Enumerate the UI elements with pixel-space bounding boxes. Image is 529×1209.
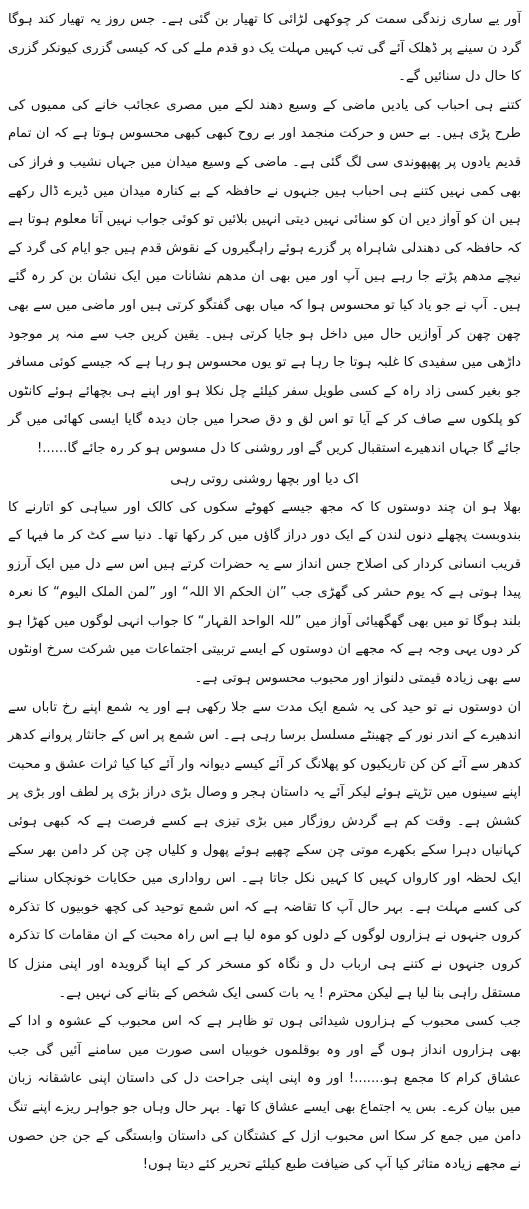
paragraph-2: کتنے ہی احباب کی یادیں ماضی کے وسیع دھند لکے میں مصری عجائب خانے کی ممیوں کی طرح پڑی ہیں۔ بے حس و حرکت منجمد اور بے روح کبھی کبھی محسوس ہوتا ہے کہ ان تمام قدیم یادوں پر پھپھوندی سی لگ گئی ہے۔ ماضی کے وسیع میدان میں جہاں نشیب و فراز کی بھی کمی نہیں کتنے ہی احباب ہیں جنہوں نے حافظہ کے بے کنارہ میدان میں ڈیرے ڈال رکھے ہیں ان کو آواز دیں ان کو سنائی نہیں دیتی انہیں بلائیں تو کوئی جواب نہیں آتا معلوم ہوتا ہے کہ حافظہ کی دھندلی شاہراہ پر گزرے ہوئے راہگیروں کے نقوش قدم ہیں جو ایام کی گرد کے نیچے مدھم پڑتے جا رہے ہیں آپ اور میں بھی ان مدھم نشانات میں ایک نشان بن کر رہ گئے ہیں۔ آپ نے جو یاد کیا تو محسوس ہوا کہ میاں بھی گفتگو کرتی ہیں اور ماضی میں سے بھی چھن چھن کر آوازیں حال میں داخل ہو جایا کرتی ہیں۔ یقین کریں جب سے منہ پر موجود داڑھی میں سفیدی کا غلبہ ہوتا جا رہا ہے تو یوں محسوس ہو رہا ہے کہ جیسے کوئی مسافر جو بغیر کسی زاد راہ کے کسی طویل سفر کیلئے چل نکلا ہو اور اپنے ہی بچھائے ہوئے کانٹوں کو پلکوں سے صاف کر کے آیا تو اس لق و دق صحرا میں جان دیدہ گایا ایسی کھائی میں گر جائے گا جہاں اندھیرے استقبال کریں گے اور روشنی کا دل مسوس ہو کر رہ جائے گا......! (8, 97, 521, 456)
section-heading: اک دیا اور بچھا روشنی روتی رہی (170, 470, 359, 487)
paragraph-5: جب کسی محبوب کے ہزاروں شیدائی ہوں تو ظاہر ہے کہ اس محبوب کے عشوہ و ادا کے بھی ہزاروں انداز ہوں گے اور وہ بوقلموں خوبیاں اسی صورت میں سامنے آئیں گی جب عشاق کرام کا مجمع ہو.......! اور وہ اپنی اپنی جراحت دل کی داستان اپنی عاشقانہ زبان میں بیان کرے۔ بس یہ اجتماع بھی ایسے عشاق کا تھا۔ بہر حال وہاں جو جواہر ریزے اپنے تنگ دامن میں جمع کر سکا اس محبوب ازل کے کشتگان کی داستان وابستگی کے جن جن حصوں نے مجھے زیادہ متاثر کیا آپ کی ضیافت طبع کیلئے تحریر کئے دیتا ہوں! (8, 1014, 521, 1173)
paragraph-3: بھلا ہو ان چند دوستوں کا کہ مجھ جیسے کھوٹے سکوں کی کالک اور سیاہی کو اتارنے کا بندوبست پچھلے دنوں لندن کے ایک دور دراز گاؤں میں کر رکھا تھا۔ دنیا سے کٹ کر ما فیہا کے قریب انسانی کردار کی اصلاح جس انداز سے یہ حضرات کرتے ہیں اس سے دل میں ایک آرزو پیدا ہوتی ہے کہ یوم حشر کی گھڑی جب ”ان الحکم الا اللہ“ اور ”لمن الملک الیوم“ کا نعرہ بلند ہوگا تو میں بھی گھگھیائی آواز میں ”للہ الواحد القہار“ کا جواب انہی لوگوں میں کھڑا ہو کر دوں یہی وجہ ہے کہ مجھے ان دوستوں کے ایسے تربیتی اجتماعات میں شرکت سرخ اونٹوں سے بھی زیادہ قیمتی دلنواز اور محبوب محسوس ہوتی ہے۔ (8, 499, 521, 687)
paragraph-4: ان دوستوں نے تو حید کی یہ شمع ایک مدت سے جلا رکھی ہے اور یہ شمع اپنے رخ تاباں سے اندھیرے کے اندر نور کے چھینٹے مسلسل برسا رہی ہے۔ اس شمع پر اس کے جانثار پروانے کدھر کدھر سے آئے کن کن تاریکیوں کو پھلانگ کر آئے کیسے دیوانہ وار آئے کیا کیا ثرات عشق و محبت اپنے سینوں میں تڑپتے ہوئے لیکر آئے یہ داستان ہجر و وصال بڑی دراز بڑی پر لطف اور بڑی پر کشش ہے۔ وقت کم ہے گردش روزگار میں بڑی تیزی ہے کسے فرصت ہے کہ کبھی ہوئی کہانیاں دہرا سکے بکھرے موتی چن سکے چھپے ہوئے پھول و کلیاں چن چن کر دامن بھر سکے ایک لحظہ اور کارواں کہیں کا کہیں نکل جاتا ہے۔ اس رواداری میں حکایات خونچکاں سنانے کی کسے مہلت ہے۔ بہر حال آپ کا تقاضہ ہے کہ اس شمع توحید کی کچھ خوبیوں کا تذکرہ کروں جنہوں نے ہزاروں لوگوں کے دلوں کو موہ لیا ہے اس راہ محبت کے ان مقامات کا تذکرہ کروں جنہوں نے کتنے ہی ارباب دل و نگاہ کو مسخر کر کے اپنا گرویدہ اور اپنی منزل کا مستقل راہی بنا لیا ہے لیکن محترم ! یہ بات کسی ایک شخص کے بتانے کی نہیں ہے۔ (8, 699, 521, 1001)
paragraph-1: آور یے ساری زندگی سمت کر چوکھی لڑائی کا تھیار بن گئی ہے۔ جس روز یہ تھیار کند ہوگا گرد ن سینے پر ڈھلک آئے گی تب کہیں مہلت یک دو قدم ملے کی کہ کیسی گزری کیونکر گزری کا حال دل سنائیں گے۔ (8, 12, 521, 85)
